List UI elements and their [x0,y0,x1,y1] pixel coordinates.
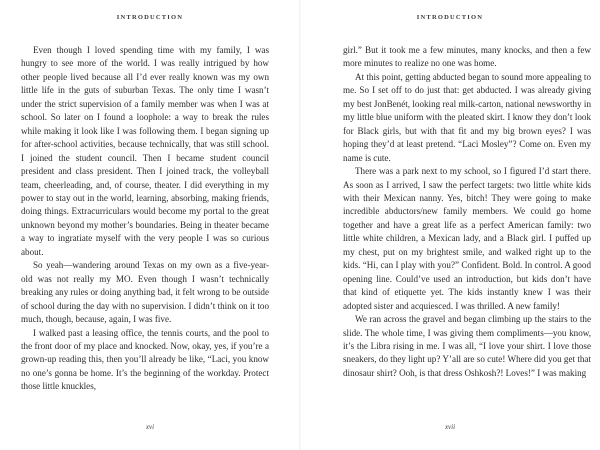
right-page [300,0,600,450]
paragraph: I walked past a leasing office, the tennis courts, and the pool to the front door of my place and knocked. Now, okay, yes, if you’re a grown-up reading this, then you’ll already be like, “Laci, you know no one’s gonna be home. It’s the beginning of the workday. Protect those little knuckles, [21,327,269,392]
running-head-left: INTRODUCTION [116,14,184,21]
page-number-right: xvii [444,423,456,431]
paragraph: There was a park next to my school, so I figured I’d start there. As soon as I arrived, I saw the perfect targets: two little white kids with their Mexican nanny. Yes, bitch! They were going to make incredible abductors/new family members. We could go home together and have a great life as a perfect American family: two little white children, a Mexican lady, and a Black girl. I puffed up my chest, put on my brightest smile, and walked right up to the kids. “Hi, can I play with you?” Confident. Bold. In control. A good opening line. Could’ve used an introduction, but kids don’t have that kind of etiquette yet. The kids instantly knew I was their adopted sister and acquiesced. I was thrilled. A new family! [343,166,591,311]
paragraph: So yeah—wandering around Texas on my own as a five-year-old was not really my MO. Even though I wasn’t technically breaking any rules or doing anything bad, it felt wrong to be outside of school during the day with no supervision. I didn’t think on it too much, though, because, again, I was five. [21,260,269,325]
paragraph: At this point, getting abducted began to sound more appealing to me. So I set off to do just that: get abducted. I was already giving my best JonBenét, looking real milk-carton, national newsworthy in my little blue uniform with the pleated skirt. I know they don’t look for Black girls, but with that fit and my big brown eyes? I was hoping they’d at least pretend. “Laci Mosley”? Come on. Even my name is cute. [343,71,591,163]
running-head-right: INTRODUCTION [416,14,484,21]
left-page-text [21,44,269,394]
page-number-left: xvi [145,423,155,431]
paragraph: We ran across the gravel and began climbing up the stairs to the slide. The whole time, I was giving them compliments—you know, it’s the Libra rising in me. I was all, “I love your shirt. I love those sneakers, do they light up? Y’all are so cute! Where did you get that dinosaur shirt? Ooh, is that dress Oshkosh?! Loves!” I was making [343,314,591,378]
paragraph: Even though I loved spending time with my family, I was hungry to see more of the world. I was really intrigued by how other people lived because all I’d ever really known was my own little life in the guts of suburban Texas. The only time I wasn’t under the strict supervision of a family member was when I was at school. So later on I found a loophole: a way to break the rules while making it look like I was following them. I began signing up for after-school activities, because technically, that was still school. I joined the student council. Then I became student council president and class president. Then I joined track, the volleyball team, cheerleading, and, of course, theater. I did everything in my power to stay out in the world, learning, absorbing, making friends, doing things. Extracurriculars would become my portal to the great unknown beyond my mother’s boundaries. Being in theater became a way to ingratiate myself with the very people I was so curious about. [21,45,269,257]
right-page-text [343,44,591,380]
paragraph: girl.” But it took me a few minutes, many knocks, and then a few more minutes to realize no one was home. [343,45,591,69]
